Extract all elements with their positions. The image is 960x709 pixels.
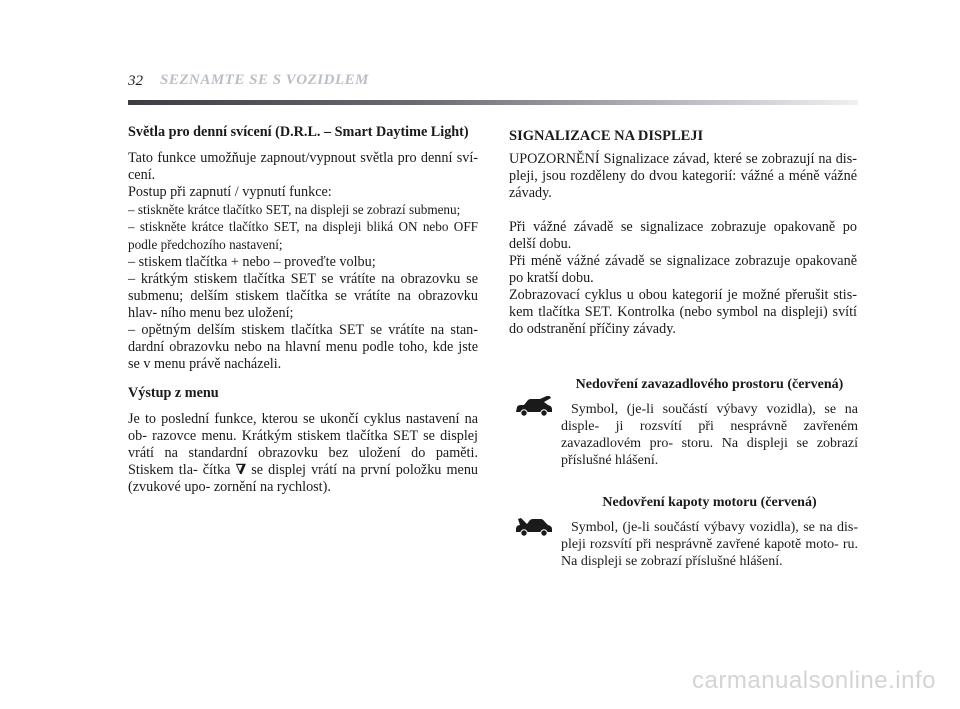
drl-step-2-text: – stiskněte krátce tlačítko SET, na displeji bliká ON nebo OFF podle předchozího nastavení; [128,219,478,252]
exit-text-a: Je to poslední funkce, kterou se ukončí cyklus nastavení na ob- razovce menu. Krátkým stiskem tlačítka SET se displej vrátí na standardní obrazovku bez uložení do paměti. Stiskem tla- čítka [128,411,478,478]
drl-procedure-label: Postup při zapnutí / vypnutí funkce: [128,184,332,200]
boot-warning-title: Nedovření zavazadlového prostoru (červená) [575,377,844,392]
running-title: SEZNAMTE SE S VOZIDLEM [160,72,369,88]
watermark: carmanualsonline.info [692,667,936,694]
hood-warning-note [506,494,858,570]
exit-text-b: se displej vrátí na první položku menu (zvukové upo- zornění na rychlost). [128,462,479,495]
boot-warning-text-main: Symbol, (je-li součástí výbavy vozidla), se na disple- ji rozsvítí při nesprávně zavřeném zavazadlovém pro- [561,402,858,451]
drl-step-3: – stiskem tlačítka + nebo – proveďte volbu; [128,254,376,270]
minor-fault-paragraph: Při méně vážné závadě se signalizace zobrazuje opakovaně po kratší dobu. [509,253,857,286]
boot-warning-text [506,401,858,469]
display-cycle-paragraph: Zobrazovací cyklus u obou kategorií je možné přerušit stis- kem tlačítka SET. Kontrolka (nebo symbol na displeji) svítí do odstranění příčiny závady. [509,287,857,337]
warning-paragraph: UPOZORNĚNÍ Signalizace závad, které se zobrazují na dis- pleji, jsou rozděleny do dvou kategorií: vážné a méně vážné závady. [509,151,857,201]
drl-step-5: – opětným delším stiskem tlačítka SET se vrátíte na stan- dardní obrazovku nebo na hlavní menu podle toho, kde jste se v menu právě nacházeli. [128,322,478,372]
hood-warning-text-last: ru. Na displeji se zobrazí příslušné hlášení. [561,537,858,569]
boot-warning-note [506,376,858,469]
car-hood-open-icon [514,516,554,538]
drl-intro: Tato funkce umožňuje zapnout/vypnout světla pro denní sví- cení. [128,150,478,183]
drl-step-4: – krátkým stiskem tlačítka SET se vrátíte na obrazovku se submenu; delším stiskem tlačítka se vrátíte na obrazovku hlav- ního menu bez uložení; [128,271,478,321]
signalization-heading: SIGNALIZACE NA DISPLEJI [509,128,704,144]
left-column [128,124,478,496]
right-column [509,124,857,338]
hood-warning-text [506,519,858,570]
drl-step-1: – stiskněte krátce tlačítko SET, na displeji se zobrazí submenu; [128,202,461,217]
drl-heading: Světla pro denní svícení (D.R.L. – Smart Daytime Light) [128,124,469,140]
down-arrow-symbol-icon: ∇ [235,462,247,478]
car-boot-open-icon [514,396,554,418]
hood-warning-title: Nedovření kapoty motoru (červená) [602,495,817,510]
drl-step-2 [128,218,478,254]
exit-text [128,411,478,496]
hood-warning-text-main: Symbol, (je-li součástí výbavy vozidla), se na dis- pleji rozsvítí při nesprávně zavřené kapotě moto- [561,520,858,552]
header-rule [128,100,858,105]
exit-heading: Výstup z menu [128,385,219,401]
serious-fault-paragraph: Při vážné závadě se signalizace zobrazuje opakovaně po delší dobu. [509,219,857,252]
boot-warning-text-last: storu. Na displeji se zobrazí příslušné hlášení. [561,436,859,468]
page-number: 32 [128,73,143,89]
